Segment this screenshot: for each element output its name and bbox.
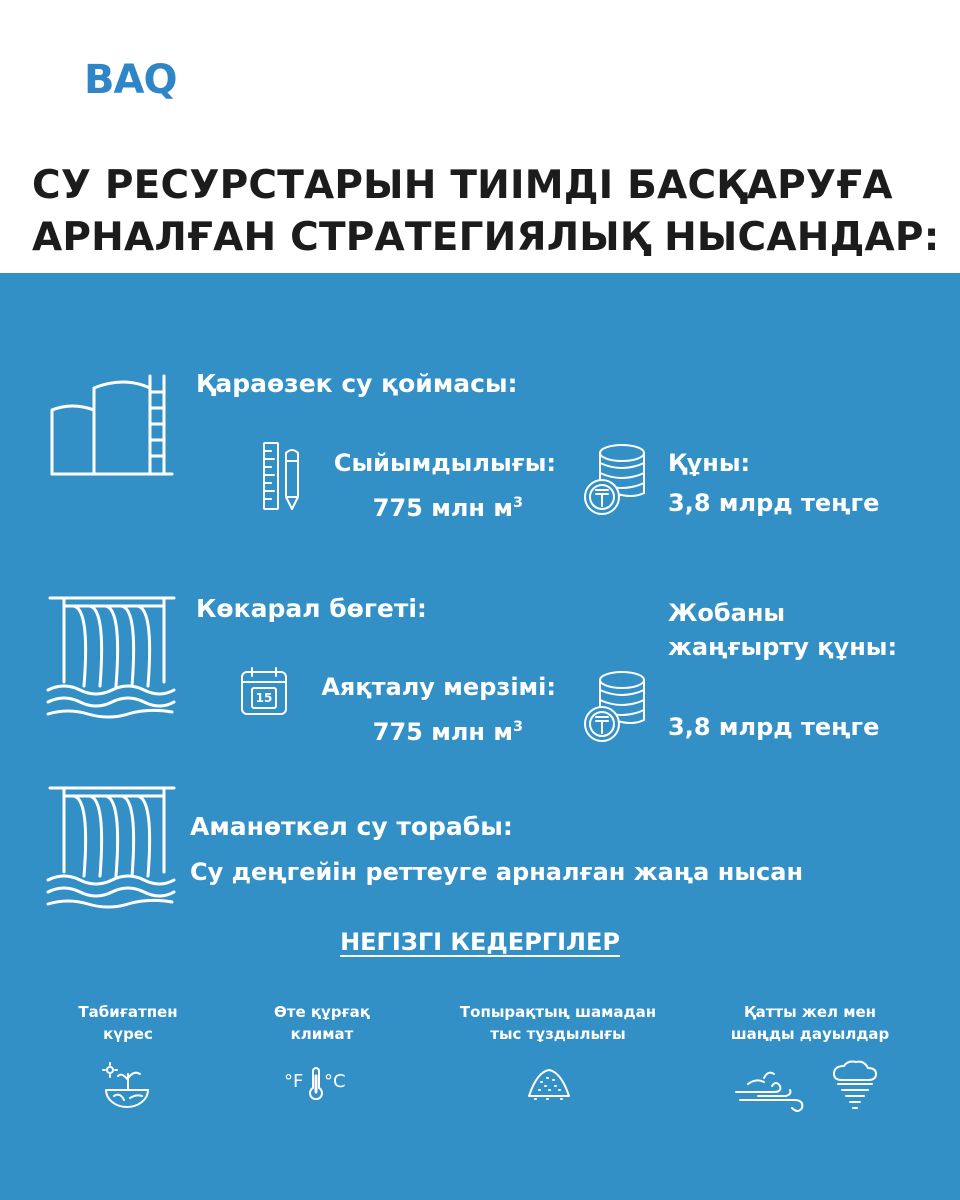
obstacle-label-3 [448, 1001, 668, 1045]
coins-tenge-icon [582, 441, 648, 517]
modernization-cost-label [668, 596, 897, 664]
ruler-pencil-icon [262, 441, 302, 513]
brand-logo[interactable]: BAQ [84, 57, 177, 103]
fahrenheit-label: °F [284, 1071, 304, 1092]
coins-tenge-icon [582, 668, 648, 744]
nature-globe-icon [100, 1062, 154, 1110]
dam-icon [44, 780, 178, 910]
page-title-line-1: СУ РЕСУРСТАРЫН ТИІМДІ БАСҚАРУҒА [32, 163, 893, 208]
calendar-day: 15 [255, 691, 273, 705]
obstacle-4-line-1: Қатты жел мен [743, 1003, 877, 1021]
obstacle-label-4 [700, 1001, 920, 1045]
obstacle-2-line-1: Өте құрғақ [274, 1003, 370, 1021]
cost-value-2: 3,8 млрд теңге [668, 713, 880, 741]
capacity-unit-sup: 3 [512, 495, 523, 511]
amanotkel-name: Аманөткел су торабы: [190, 812, 513, 841]
page-title [32, 160, 940, 264]
amanotkel-description: Су деңгейін реттеуге арналған жаңа нысан [190, 858, 804, 886]
cost-value-1: 3,8 млрд теңге [668, 489, 880, 517]
obstacles-title-text[interactable]: НЕГІЗГІ КЕДЕРГІЛЕР [340, 928, 620, 956]
modernization-cost-label-line-1: Жобаны [668, 599, 786, 627]
obstacle-4-line-2: шаңды дауылдар [730, 1025, 890, 1043]
page-title-line-2: АРНАЛҒАН СТРАТЕГИЯЛЫҚ НЫСАНДАР: [32, 215, 940, 260]
completion-value [290, 712, 523, 747]
capacity-value [300, 488, 523, 523]
reservoir-name: Қараөзек су қоймасы: [196, 369, 518, 398]
cost-label-1: Құны: [668, 449, 751, 477]
obstacle-label-2 [212, 1001, 432, 1045]
completion-value-text: 775 млн м [372, 718, 513, 746]
salt-pile-icon [527, 1066, 571, 1100]
reservoir-tank-icon [46, 370, 176, 478]
thermometer-icon [284, 1066, 354, 1100]
modernization-cost-label-line-2: жаңғырту құны: [668, 633, 898, 661]
obstacle-label-1 [18, 1001, 238, 1045]
obstacles-title [0, 928, 960, 956]
completion-label: Аяқталу мерзімі: [321, 673, 556, 701]
obstacle-1-line-1: Табиғатпен [78, 1003, 178, 1021]
dam-icon [44, 590, 178, 720]
completion-unit-sup: 3 [512, 719, 523, 735]
obstacle-2-line-2: климат [290, 1025, 354, 1043]
obstacle-1-line-2: күрес [103, 1025, 153, 1043]
obstacle-3-line-1: Топырақтың шамадан [459, 1003, 657, 1021]
calendar-icon [240, 666, 288, 716]
capacity-value-text: 775 млн м [372, 494, 513, 522]
header [0, 0, 960, 273]
celsius-label: °C [324, 1071, 346, 1092]
wind-storm-icon [734, 1060, 884, 1116]
dam-name: Көкарал бөгеті: [196, 594, 427, 623]
obstacle-3-line-2: тыс тұздылығы [490, 1025, 626, 1043]
capacity-label: Сыйымдылығы: [333, 449, 556, 477]
